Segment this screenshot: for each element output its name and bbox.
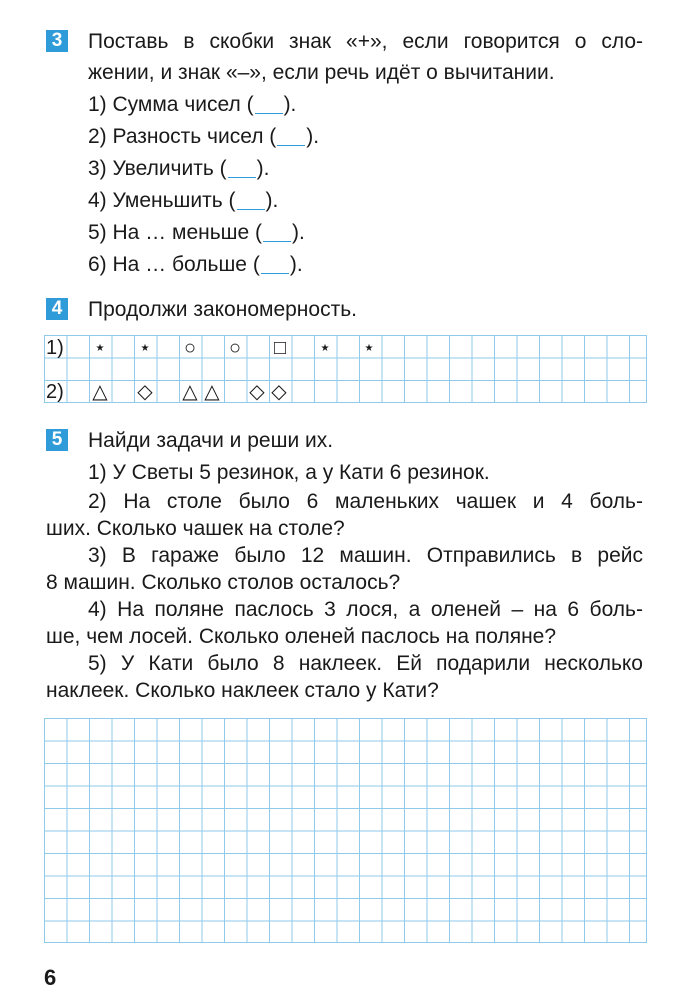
problem-4-line-2: ше, чем лосей. Сколько оленей паслось на поляне?: [46, 625, 557, 648]
item-close: ).: [283, 93, 297, 116]
task-3-badge: 3: [46, 30, 68, 52]
circle-icon: ○: [228, 337, 242, 359]
triangle-icon: △: [204, 381, 220, 403]
task-4-title: Продолжи закономерность.: [88, 298, 357, 321]
task-3-item-3: [88, 153, 269, 184]
item-close: ).: [289, 253, 303, 276]
pattern-row-1-label: 1): [46, 337, 64, 359]
task-3-item-1: [88, 89, 296, 120]
problem-5-line-2: наклеек. Сколько наклеек стало у Кати?: [46, 679, 439, 702]
item-close: ).: [306, 125, 320, 148]
item-close: ).: [265, 189, 279, 212]
answer-blank[interactable]: [237, 189, 265, 210]
problem-3-line-1: 3) В гараже было 12 машин. Отправились в рейс: [88, 544, 643, 567]
answer-blank[interactable]: [263, 221, 291, 242]
task-5-badge: 5: [46, 429, 68, 451]
item-label: 2) Разность чисел (: [88, 125, 277, 148]
problem-4-line-1: 4) На поляне паслось 3 лося, а оленей – на 6 боль-: [88, 598, 643, 621]
task-5-title: Найди задачи и реши их.: [88, 429, 334, 452]
diamond-icon: ◇: [271, 381, 287, 403]
item-label: 6) На … больше (: [88, 253, 260, 276]
problem-2-line-2: ших. Сколько чашек на столе?: [46, 517, 345, 540]
star-icon: ⋆: [318, 337, 332, 359]
diamond-icon: ◇: [249, 381, 265, 403]
diamond-icon: ◇: [137, 381, 153, 403]
circle-icon: ○: [183, 337, 197, 359]
task-3-line-1: Поставь в скобки знак «+», если говорится о сло-: [88, 30, 643, 53]
triangle-icon: △: [182, 381, 198, 403]
answer-blank[interactable]: [277, 125, 305, 146]
task-3-line-2: жении, и знак «–», если речь идёт о вычитании.: [88, 61, 555, 84]
star-icon: ⋆: [138, 337, 152, 359]
task-4-badge: 4: [46, 298, 68, 320]
problem-2-line-1: 2) На столе было 6 маленьких чашек и 4 боль-: [88, 490, 643, 513]
pattern-row-2-label: 2): [46, 381, 64, 403]
problem-3-line-2: 8 машин. Сколько столов осталось?: [46, 571, 401, 594]
star-icon: ⋆: [93, 337, 107, 359]
task-3-item-2: [88, 121, 319, 152]
answer-blank[interactable]: [228, 157, 256, 178]
problem-1: 1) У Светы 5 резинок, а у Кати 6 резинок.: [88, 461, 490, 484]
item-label: 5) На … меньше (: [88, 221, 263, 244]
task-3-item-6: [88, 249, 303, 280]
task-3-item-5: [88, 217, 305, 248]
item-label: 4) Уменьшить (: [88, 189, 236, 212]
answer-grid[interactable]: [44, 718, 647, 943]
task-3-item-4: [88, 185, 278, 216]
problem-5-line-1: 5) У Кати было 8 наклеек. Ей подарили несколько: [88, 652, 643, 675]
square-icon: □: [273, 337, 287, 359]
triangle-icon: △: [92, 381, 108, 403]
answer-blank[interactable]: [255, 93, 283, 114]
answer-blank[interactable]: [261, 253, 289, 274]
item-label: 3) Увеличить (: [88, 157, 227, 180]
star-icon: ⋆: [362, 337, 376, 359]
page-number: 6: [44, 965, 57, 990]
item-close: ).: [256, 157, 270, 180]
item-label: 1) Сумма чисел (: [88, 93, 254, 116]
item-close: ).: [292, 221, 305, 244]
